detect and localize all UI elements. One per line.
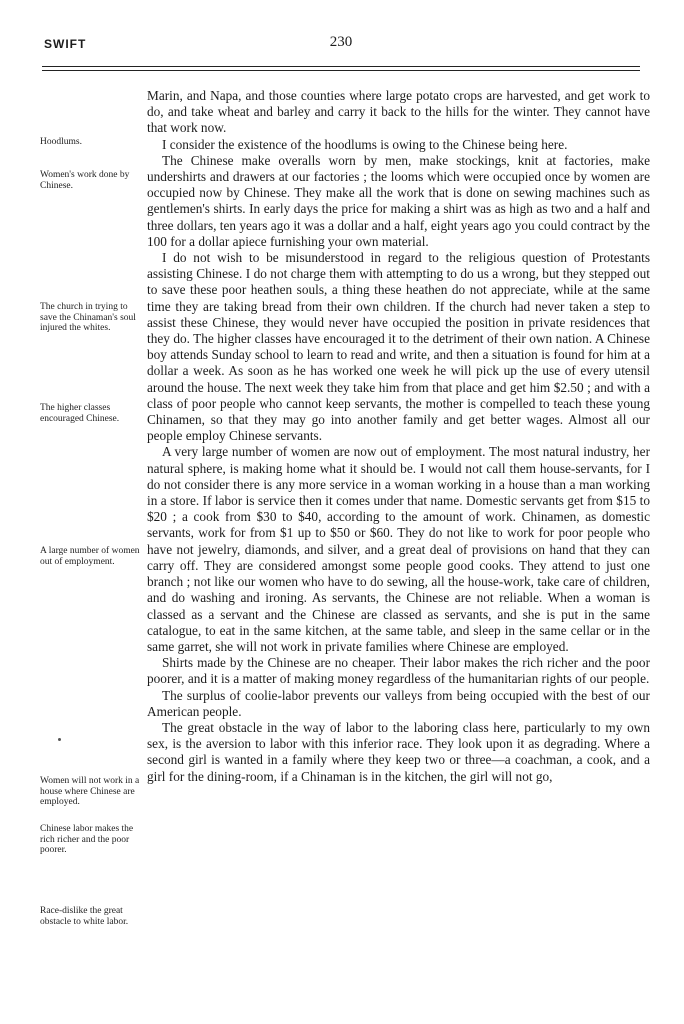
paragraph: The Chinese make overalls worn by men, make stockings, knit at factories, make undershirts and drawers at our factories ; the looms which were occupied once by women are occupied now by Chinese. They make all the work that is done on sewing machines such as gentlemen's shirts. In early days the price for making a shirt was as high as two and a half and three dollars, ten years ago it was a dollar and a half, eight years ago you could contract by the 100 for a dollar apiece furnishing your own material.: [147, 152, 650, 249]
paragraph: Shirts made by the Chinese are no cheaper. Their labor makes the rich richer and the poor poorer, and it is a matter of making money regardless of the humanitarian rights of our people.: [147, 655, 650, 687]
paragraph: I consider the existence of the hoodlums is owing to the Chinese being here.: [162, 136, 568, 152]
paragraph: A very large number of women are now out of employment. The most natural industry, her natural sphere, is making home what it should be. I would not call them house-servants, for I do not consider there is any more service in a woman working in a house than a man working in a store. If labor is service then it comes under that name. Domestic servants get from $15 to $20 ; a cook from $30 to $40, according to the amount of work. Chinamen, as domestic servants, work for from $1 up to $50 or $60. They do not like to work for poor people who have not jewelry, diamonds, and silver, and a great deal of provisions on hand that they can carry off. They are considered amongst some people good cooks. They attend to just one branch ; not like our women who have to do sewing, all the house-work, take care of children, and do washing and ironing. As servants, the Chinese are not reliable. When a woman is classed as a servant and the Chinese are classed as servants, and she is put in the same catalogue, to eat in the same kitchen, at the same table, and sleep in the same cellar or in the same garret, she will not work in private families where Chinese are employed.: [147, 444, 650, 654]
sidenote-womens-work: Women's work done by Chinese.: [40, 170, 130, 191]
running-head: SWIFT: [44, 37, 87, 51]
page-header: [44, 34, 638, 56]
sidenote-church: The church in trying to save the Chinaman's soul injured the whites.: [40, 302, 136, 333]
page-number: 230: [329, 34, 353, 50]
sidenote-race-dislike: Race-dislike the great obstacle to white labor.: [40, 906, 129, 927]
sidenote-chinese-labor: Chinese labor makes the rich richer and the poor poorer.: [40, 824, 134, 855]
body-text: [147, 88, 650, 785]
sidenote-hoodlums: Hoodlums.: [40, 137, 82, 147]
header-rule-bottom: [42, 70, 640, 71]
paragraph: The surplus of coolie-labor prevents our valleys from being occupied with the best of our American people.: [147, 687, 650, 719]
sidenote-women-unemployed: A large number of women out of employment.: [40, 546, 140, 567]
stray-mark: [58, 738, 61, 741]
sidenote-women-will-not-work: Women will not work in a house where Chinese are employed.: [40, 776, 140, 807]
sidenote-higher-classes: The higher classes encouraged Chinese.: [40, 403, 120, 424]
paragraph: Marin, and Napa, and those counties where large potato crops are harvested, and get work to do, and take wheat and barley and carry it back to the hills for the winter. They cannot have that work now.: [147, 88, 650, 136]
header-rule-top: [42, 66, 640, 67]
paragraph: The great obstacle in the way of labor to the laboring class here, particularly to my own sex, is the aversion to labor with this inferior race. They look upon it as degrading. Where a second girl is wanted in a family where they keep two or three—a coachman, a cook, and a girl for the dining-room, if a Chinaman is in the kitchen, the girl will not go,: [147, 719, 650, 784]
paragraph: I do not wish to be misunderstood in regard to the religious question of Protestants assisting Chinese. I do not charge them with attempting to do us a wrong, but they stepped out to save these poor heathen souls, a thing these heathen do not appreciate, while at the same time they are taking bread from their own children. If the church had never taken a step to assist these Chinese, they would never have occupied the position in private residences that they do. The higher classes have encouraged it to the detriment of their own nation. A Chinese boy attends Sunday school to learn to read and write, and then a situation is found for him at a dollar a week. As soon as he has worked one week he will pick up the use of every utensil around the house. The next week they take him from that place and get him $2.50 ; and with a class of poor people who cannot keep servants, the mother is compelled to teach these young Chinamen, so that they may go into another family and get better wages. Almost all our people employ Chinese servants.: [147, 250, 650, 444]
